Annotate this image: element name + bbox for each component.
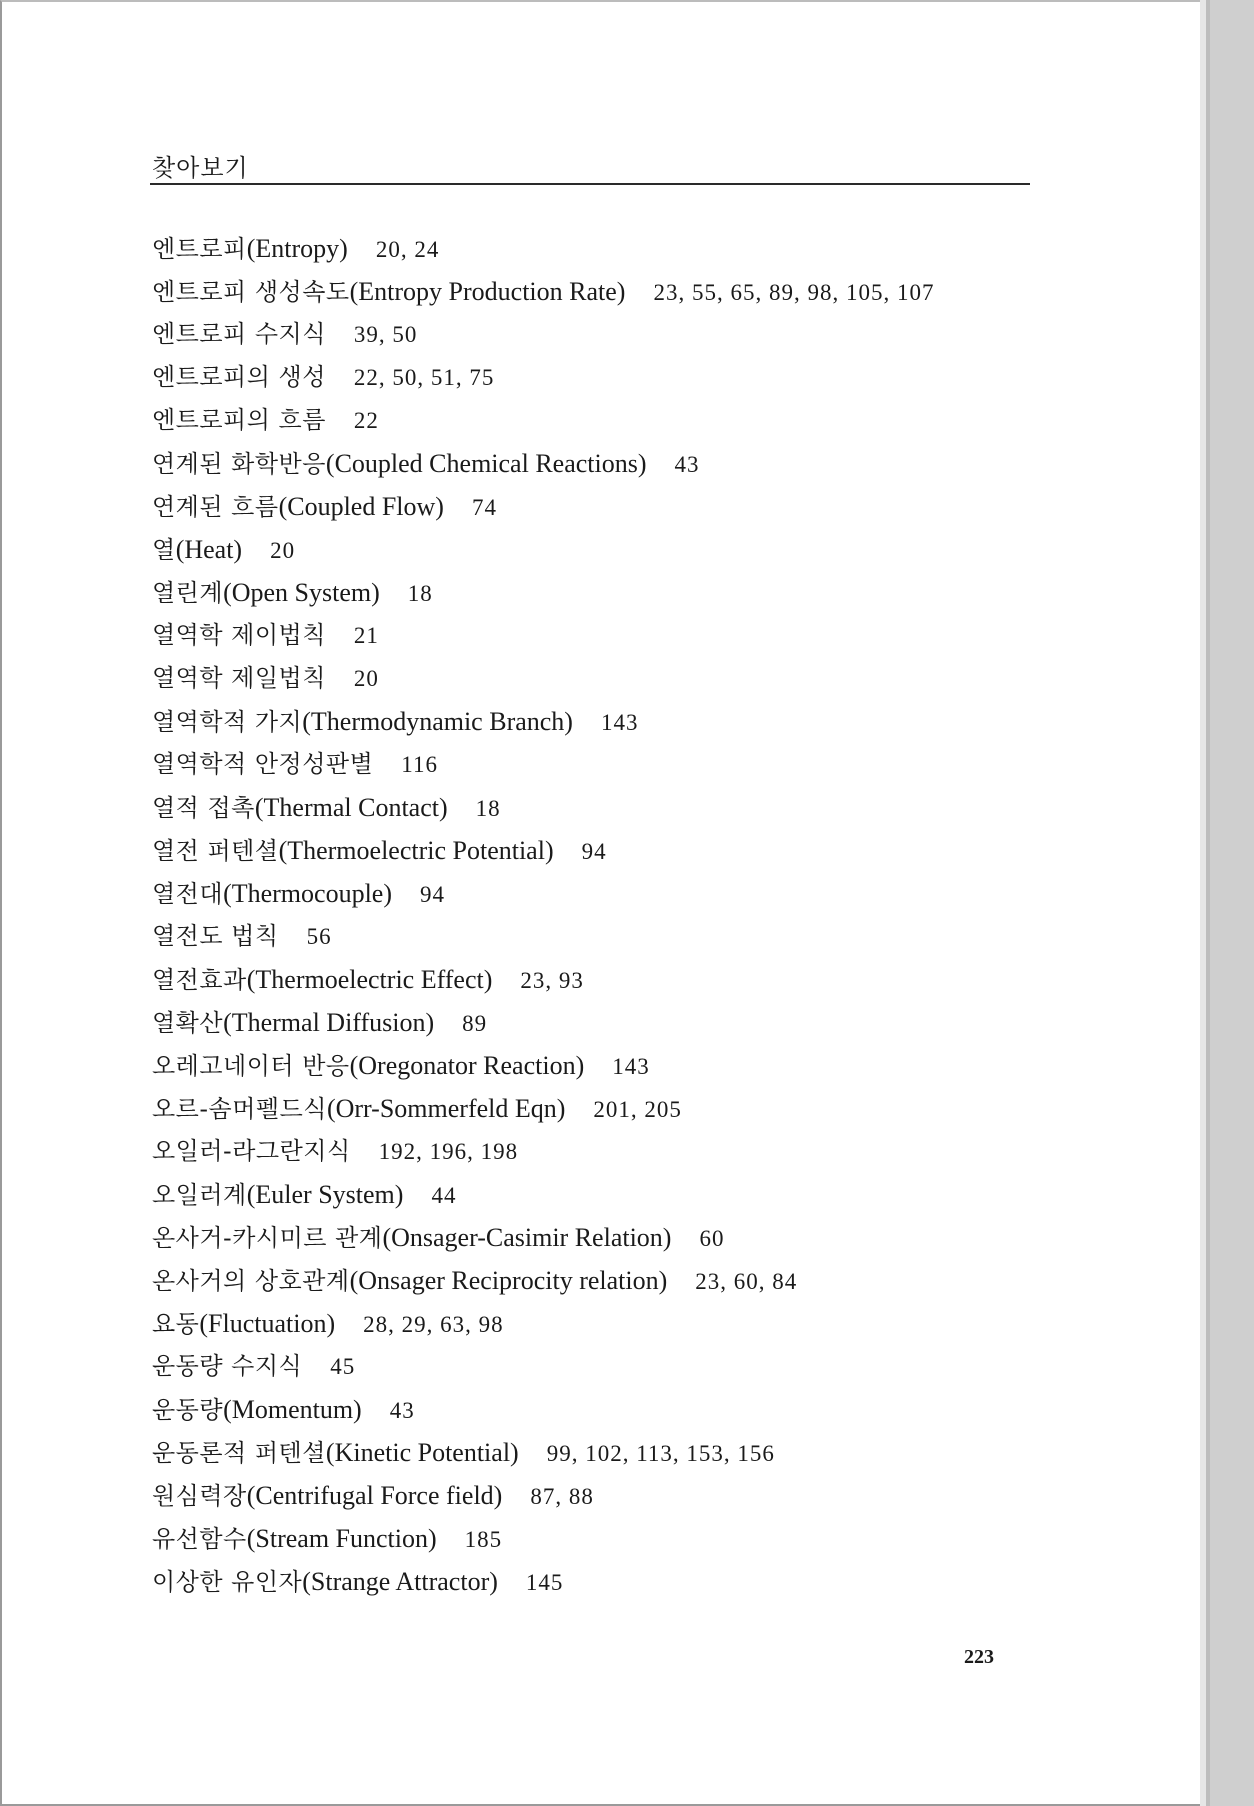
- index-term: 열역학 제일법칙: [152, 664, 326, 692]
- index-page-refs: 56: [306, 924, 332, 949]
- index-entry: [152, 1001, 1052, 1044]
- index-entry: [152, 1044, 1052, 1087]
- index-page-refs: 21: [353, 623, 379, 648]
- index-term: 열린계: [152, 579, 224, 607]
- index-term: 운동량: [152, 1396, 224, 1424]
- index-entry: [152, 356, 1052, 399]
- index-entry: [152, 1345, 1052, 1388]
- index-entry: [152, 1517, 1052, 1560]
- index-entry: [152, 485, 1052, 528]
- index-term-english: (Momentum): [223, 1395, 362, 1424]
- index-page-refs: 74: [471, 495, 497, 520]
- index-page-refs: 87, 88: [530, 1484, 594, 1509]
- index-term-english: (Thermoelectric Effect): [246, 965, 493, 994]
- index-entry: [152, 227, 1052, 270]
- index-entry: [152, 313, 1052, 356]
- index-entry: [152, 614, 1052, 657]
- index-page-refs: 22, 50, 51, 75: [353, 365, 495, 390]
- index-term: 엔트로피: [152, 235, 247, 263]
- index-term-english: (Stream Function): [246, 1524, 437, 1553]
- index-page-refs: 28, 29, 63, 98: [363, 1312, 504, 1337]
- index-entry: [152, 1560, 1052, 1603]
- index-entry-list: [152, 227, 1052, 1603]
- index-entry: [152, 700, 1052, 743]
- index-term: 열: [152, 536, 176, 564]
- index-term-english: (Centrifugal Force field): [246, 1481, 503, 1510]
- index-term-english: (Thermodynamic Branch): [302, 707, 573, 736]
- index-page-refs: 20: [270, 538, 296, 563]
- index-entry: [152, 528, 1052, 571]
- index-term: 열확산: [152, 1009, 224, 1037]
- index-entry: [152, 1431, 1052, 1474]
- index-entry: [152, 958, 1052, 1001]
- index-entry: [152, 442, 1052, 485]
- index-term: 오일러-라그란지식: [152, 1137, 351, 1165]
- index-page-refs: 94: [581, 839, 607, 864]
- index-term: 오레고네이터 반응: [152, 1052, 350, 1080]
- index-term-english: (Thermoelectric Potential): [278, 836, 554, 865]
- index-page-refs: 99, 102, 113, 153, 156: [546, 1441, 775, 1466]
- index-term-english: (Entropy Production Rate): [349, 277, 626, 306]
- index-entry: [152, 1474, 1052, 1517]
- index-entry: [152, 270, 1052, 313]
- index-page-refs: 23, 60, 84: [695, 1269, 798, 1294]
- index-term-english: (Fluctuation): [199, 1309, 336, 1338]
- index-page-refs: 45: [330, 1354, 356, 1379]
- index-term: 열전대: [152, 880, 224, 908]
- index-entry: [152, 1388, 1052, 1431]
- index-term: 열전효과: [152, 966, 247, 994]
- index-term: 열적 접촉: [152, 794, 255, 822]
- index-entry: [152, 786, 1052, 829]
- index-page-refs: 143: [600, 710, 639, 735]
- index-term: 열전도 법칙: [152, 922, 279, 950]
- index-page-refs: 201, 205: [593, 1097, 682, 1122]
- index-entry: [152, 872, 1052, 915]
- page-header-title: 찾아보기: [152, 154, 249, 182]
- index-term-english: (Orr-Sommerfeld Eqn): [326, 1094, 566, 1123]
- index-term-english: (Entropy): [246, 234, 348, 263]
- index-page-refs: 116: [401, 752, 438, 777]
- index-term: 오일러계: [152, 1181, 247, 1209]
- index-term: 오르-솜머펠드식: [152, 1095, 327, 1123]
- index-term: 엔트로피 수지식: [152, 320, 326, 348]
- index-term: 엔트로피의 생성: [152, 363, 326, 391]
- index-entry: [152, 1216, 1052, 1259]
- index-page-refs: 22: [353, 408, 379, 433]
- index-term-english: (Kinetic Potential): [325, 1438, 519, 1467]
- index-term: 운동량 수지식: [152, 1352, 303, 1380]
- index-page-refs: 145: [525, 1570, 564, 1595]
- index-term: 엔트로피 생성속도: [152, 278, 350, 306]
- index-entry: [152, 1087, 1052, 1130]
- index-term-english: (Euler System): [246, 1180, 404, 1209]
- index-page-refs: 89: [462, 1011, 488, 1036]
- index-entry: [152, 829, 1052, 872]
- index-term: 원심력장: [152, 1482, 247, 1510]
- index-term: 열역학적 안정성판별: [152, 750, 374, 778]
- index-term: 유선함수: [152, 1525, 247, 1553]
- index-page-refs: 20: [353, 666, 379, 691]
- index-term-english: (Thermal Diffusion): [223, 1008, 435, 1037]
- index-page-refs: 60: [699, 1226, 725, 1251]
- index-page-refs: 94: [420, 882, 445, 907]
- index-term: 운동론적 퍼텐셜: [152, 1439, 326, 1467]
- index-page-refs: 43: [389, 1398, 415, 1423]
- index-page-refs: 143: [612, 1054, 650, 1079]
- index-term: 온사거의 상호관계: [152, 1267, 350, 1295]
- index-entry: [152, 915, 1052, 958]
- index-term: 이상한 유인자: [152, 1568, 303, 1596]
- index-page-refs: 23, 55, 65, 89, 98, 105, 107: [653, 280, 935, 305]
- index-page-refs: 18: [407, 581, 433, 606]
- index-term: 요동: [152, 1310, 200, 1338]
- index-page-refs: 185: [464, 1527, 503, 1552]
- index-entry: [152, 1259, 1052, 1302]
- index-entry: [152, 1302, 1052, 1345]
- index-term-english: (Coupled Chemical Reactions): [325, 449, 647, 478]
- index-term-english: (Onsager-Casimir Relation): [382, 1223, 672, 1252]
- index-entry: [152, 743, 1052, 786]
- index-term: 열전 퍼텐셜: [152, 837, 279, 865]
- index-term-english: (Open System): [223, 578, 380, 607]
- index-term-english: (Oregonator Reaction): [349, 1051, 585, 1080]
- index-page-refs: 23, 93: [520, 968, 584, 993]
- index-page-refs: 44: [431, 1183, 457, 1208]
- index-term: 연계된 화학반응: [152, 450, 326, 478]
- index-term: 열역학 제이법칙: [152, 621, 326, 649]
- index-page-refs: 39, 50: [353, 322, 418, 347]
- index-term: 온사거-카시미르 관계: [152, 1224, 383, 1252]
- index-term-english: (Strange Attractor): [302, 1567, 498, 1596]
- index-term-english: (Onsager Reciprocity relation): [349, 1266, 668, 1295]
- header-divider: [150, 183, 1030, 185]
- page-number: 223: [964, 1646, 994, 1668]
- index-page-refs: 43: [674, 452, 700, 477]
- index-term: 엔트로피의 흐름: [152, 406, 326, 434]
- index-term-english: (Heat): [175, 535, 243, 564]
- index-term-english: (Coupled Flow): [278, 492, 444, 521]
- index-term: 열역학적 가지: [152, 708, 303, 736]
- index-entry: [152, 571, 1052, 614]
- index-term: 연계된 흐름: [152, 493, 279, 521]
- index-entry: [152, 399, 1052, 442]
- index-page-refs: 192, 196, 198: [378, 1139, 519, 1164]
- index-entry: [152, 1173, 1052, 1216]
- index-entry: [152, 1130, 1052, 1173]
- index-term-english: (Thermal Contact): [254, 793, 448, 822]
- index-entry: [152, 657, 1052, 700]
- index-term-english: (Thermocouple): [223, 879, 392, 908]
- index-page-refs: 18: [475, 796, 501, 821]
- index-page-refs: 20, 24: [375, 237, 440, 262]
